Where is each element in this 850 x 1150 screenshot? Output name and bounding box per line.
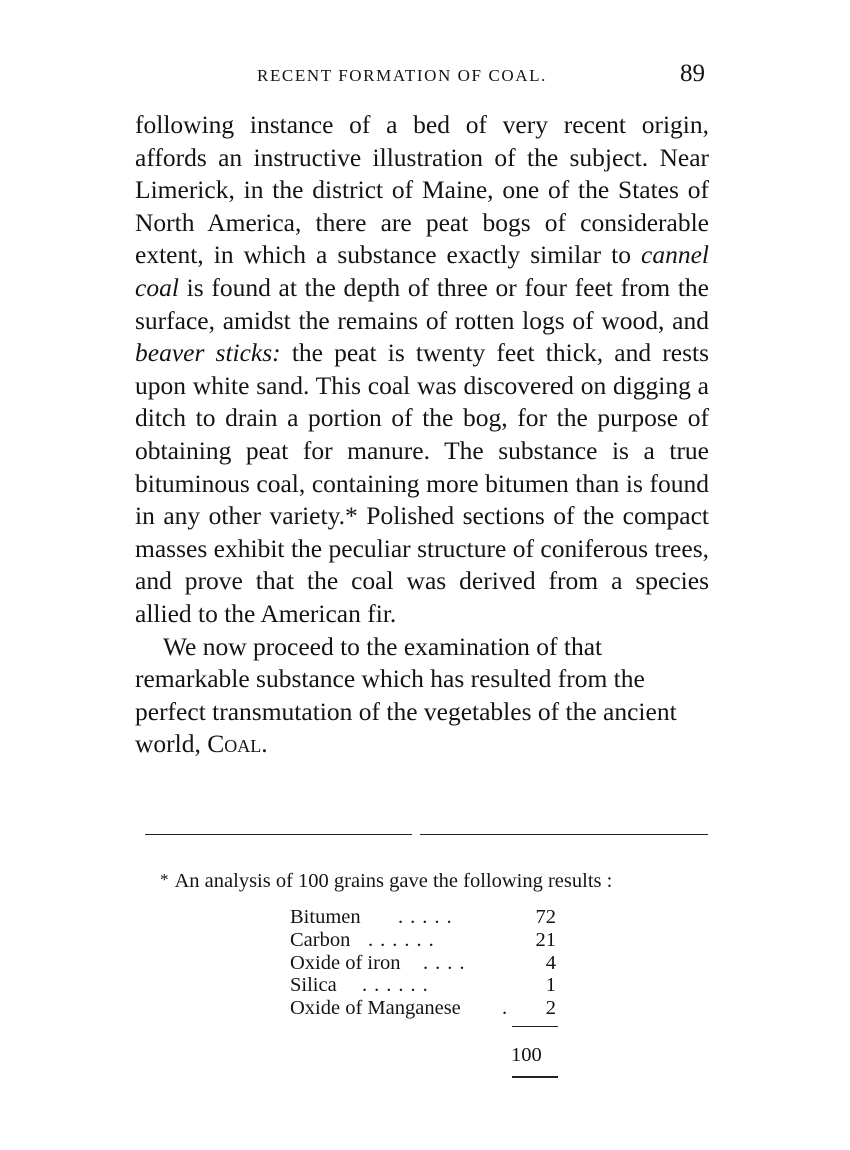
total-rule xyxy=(512,1076,558,1078)
running-title: RECENT FORMATION OF COAL. xyxy=(257,66,547,85)
dot-leader: . xyxy=(502,997,515,1020)
paragraph-2-text: We now proceed to the examination of that remarkable substance which has resulted from the perfect transmutation of the vegetables of the ancient world, xyxy=(135,631,677,759)
dot-leader: .... xyxy=(423,951,472,974)
row-name: Bitumen xyxy=(290,906,361,928)
row-name: Oxide of iron xyxy=(290,951,401,974)
sum-rule xyxy=(512,1026,558,1027)
italic-beaver-sticks: beaver sticks: xyxy=(135,338,281,368)
row-value: 4 xyxy=(545,951,556,974)
row-value: 21 xyxy=(535,928,556,951)
row-name: Oxide of Manganese xyxy=(290,997,461,1020)
dot-leader: ...... xyxy=(368,928,441,951)
analysis-table xyxy=(290,906,560,1020)
smallcaps-coal: Coal. xyxy=(207,729,268,759)
analysis-row xyxy=(290,929,560,952)
italic-cannel-coal: cannel coal xyxy=(135,240,709,302)
row-name: Silica xyxy=(290,974,337,997)
paragraph-1-text-a: following instance of a bed of very recent origin, affords an instructive illustration of the subject. Near Limerick, in the district of Maine, one of the States of North America, there are peat bogs of considerable extent, in which a substance exactly similar to xyxy=(135,110,709,270)
page-header xyxy=(135,60,709,92)
analysis-total: 100 xyxy=(511,1044,542,1066)
row-name: Carbon xyxy=(290,928,351,951)
analysis-row xyxy=(290,952,560,975)
paragraph-2 xyxy=(135,631,709,761)
body-text xyxy=(135,109,709,761)
analysis-row xyxy=(290,997,560,1020)
separator-gap xyxy=(412,832,420,836)
row-value: 72 xyxy=(535,906,556,928)
footnote-marker: * xyxy=(160,870,169,889)
page-number: 89 xyxy=(680,60,705,87)
row-value: 1 xyxy=(545,974,556,997)
dot-leader: ...... xyxy=(362,974,435,997)
footnote xyxy=(160,870,612,893)
row-value: 2 xyxy=(545,997,556,1020)
paragraph-1-text-c: the peat is twenty feet thick, and rests upon white sand. This coal was discovered on digging a ditch to drain a portion of the bog, for the purpose of obtaining peat for manure. The substance is a true bituminous coal, containing more bitumen than is found in any other variety.* Polished sections of the compact masses exhibit the peculiar structure of coniferous trees, and prove that the coal was derived from a species allied to the American fir. xyxy=(135,338,709,628)
analysis-row xyxy=(290,906,560,929)
paragraph-1 xyxy=(135,109,709,631)
analysis-row xyxy=(290,974,560,997)
paragraph-1-text-b: is found at the depth of three or four feet from the surface, amidst the remains of rotten logs of wood, and xyxy=(135,272,709,335)
footnote-text: An analysis of 100 grains gave the following results : xyxy=(174,870,613,892)
footnote-separator xyxy=(145,834,708,835)
dot-leader: ..... xyxy=(398,906,459,928)
